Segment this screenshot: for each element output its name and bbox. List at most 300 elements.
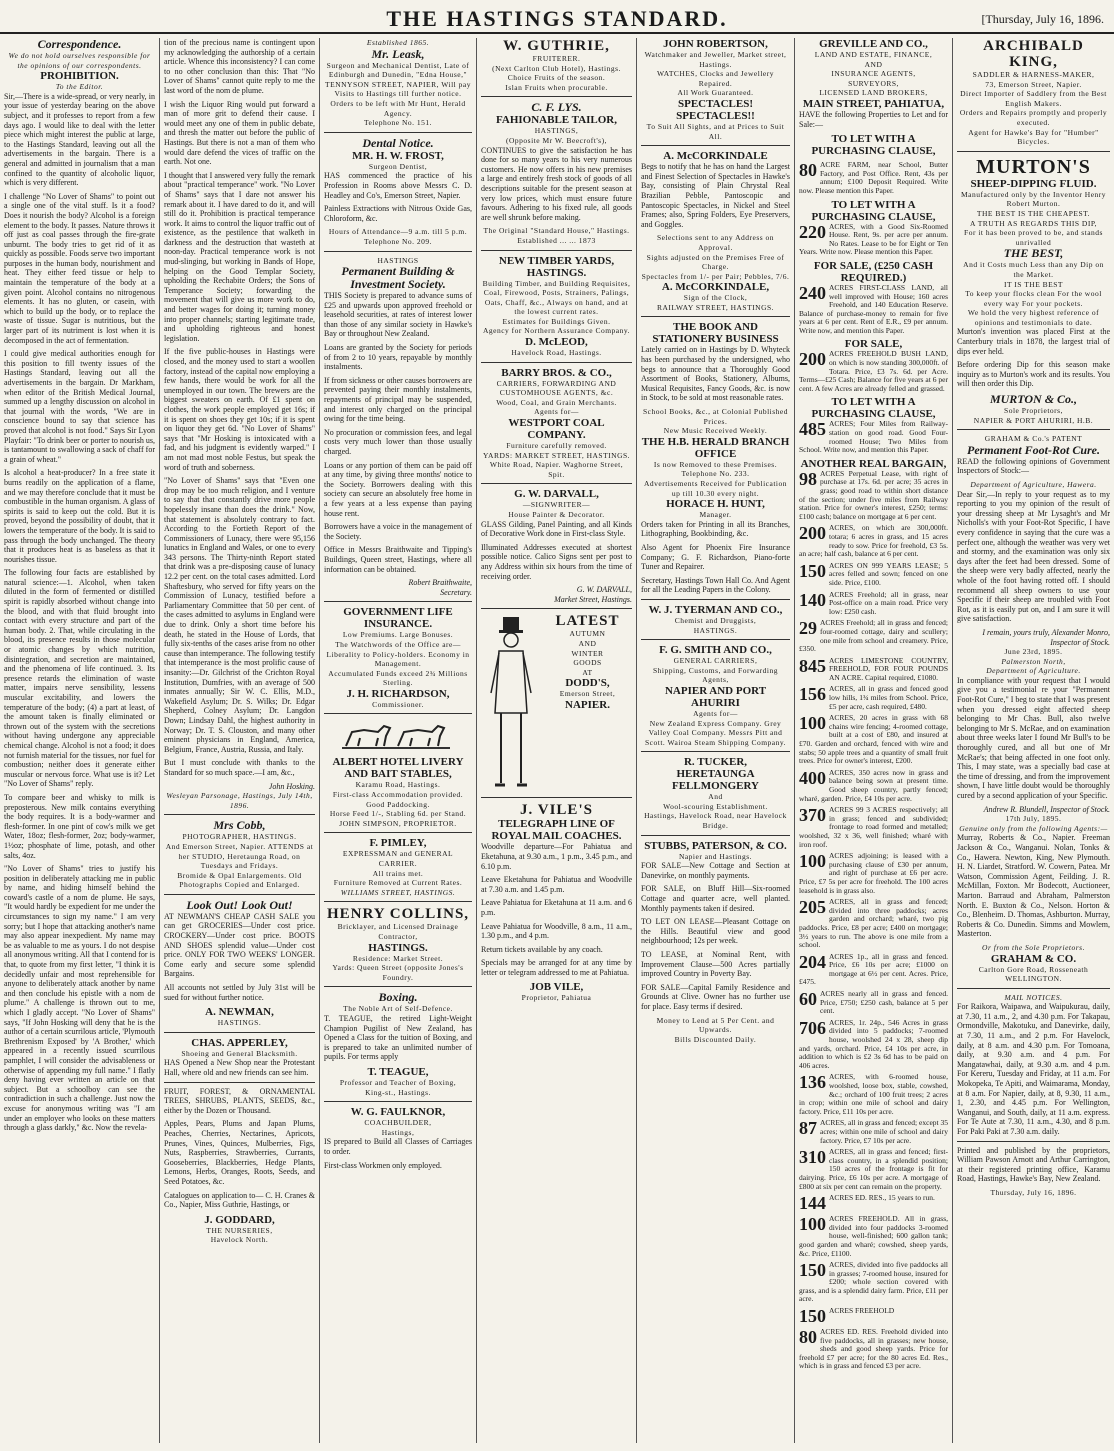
ad-section-heading: TO LET WITH A PURCHASING CLAUSE, — [811, 198, 936, 223]
ad-subheading: TELEGRAPH LINE OF ROYAL MAIL COACHES. — [491, 818, 622, 843]
ad-subheading: Surgeon Dentist, — [368, 161, 428, 171]
ad-building-society — [324, 256, 472, 598]
ad-body: To keep your flocks clean For the wool every way For your pockets. — [965, 289, 1102, 308]
ad-body: FOR SALE—Capital Family Residence and Grounds at Clive. Owner has no further use for place. Easy terms if desired. — [641, 982, 790, 1011]
ad-body: Department of Agriculture. — [986, 666, 1081, 676]
ad-place: Market Street, Hastings. — [554, 594, 632, 604]
ad-body: Loans are granted by the Society for periods of from 2 to 10 years, repayable by monthly instalments. — [324, 343, 472, 372]
ad-subheading: PHOTOGRAPHER, HASTINGS. — [182, 832, 297, 842]
divider — [481, 483, 632, 484]
ad-signature: HORACE H. HUNT, — [666, 498, 765, 511]
ad-signature-title: Sole Proprietors, — [1004, 406, 1063, 416]
column-7 — [953, 38, 1114, 1443]
ad-section-heading: FOR SALE, — [844, 338, 903, 351]
ad-body: Residence: Market Street. — [352, 953, 444, 963]
lot-description: ACRES, all in grass and fenced; divided into three paddocks; acres garden and orchard; wharé, two pig paddocks. Price, £8 per acre; £400 on mortgage; 3½ years to run. The above is one mile from a school. — [799, 898, 948, 950]
column-1-correspondence — [0, 38, 160, 1443]
ad-body: And Emerson Street, Napier. ATTENDS at her STUDIO, Heretaunga Road, on Tuesdays and Fridays. — [165, 841, 314, 871]
ad-stubbs-paterson — [641, 840, 790, 1045]
ad-newman — [164, 899, 315, 1028]
ad-vile-coaches — [481, 802, 632, 1003]
lot-description: ACRE FARM, near School, Butter Factory, and Post Office. Rent, 43s per annum; £100 Deposit Required. Write now. Please mention this Paper. — [799, 161, 948, 195]
ad-signature: A. McCORKINDALE, — [661, 281, 770, 294]
ad-body: Borrowers have a voice in the management of the Society. — [324, 522, 472, 541]
letter-paragraph: "No Lover of Shams" says that "Even one drop may be too much religion, and I venture to say that that constantly drive more people hopelessly insane than does the drink." Now, that statement is absolutely contrary to fact. According to the Fortieth Report of the Commissioners of Lunacy, there were 95,156 lunatics in England and Wales, or one to every 343 persons. The Thirty-ninth Report stated that drink was a pre-disposing cause of lunacy 12.2 per cent. on the total cases admitted. Lord Shaftesbury, who served for fifty years on the Commission of Lunacy, testified before a Parliamentary Committee that 50 per cent. of the cases admitted to asylums in England were due to drink. Only a short time before his death, he stated in the House of Lords, that fully six-tenths of the cases arise from no other cause than intemperance. The following testify that intemperance is the most prolific cause of insanity:—Dr. Gilchrist of the Crichton Royal Institution, Dumfries, with an average of 500 inmates annually; Sir W. C. Ellis, M.D., Wakefield Asylum; Dr. S. Wilks; Dr. Edgar Shepherd, Colney Asylum; Dr. Langdon Down; Lindsay Dahl, the highest authority in Norway; Dr. T. S. Clouston, and many other eminent physicians in England, America, Belgium, France, Austria, Russia, and Italy. — [164, 476, 315, 754]
ad-subheading: Professor and Teacher of Boxing, — [339, 1077, 457, 1087]
lot-acres: 80 — [799, 161, 817, 181]
lot-description: ACRES; Four Miles from Railway-station on good road. Good Four-roomed House; Two Miles from School. Write now, and mention this Paper. — [799, 420, 948, 455]
testimonial-signature: I remain, yours truly, Alexander Monro, Inspector of Stock. — [982, 627, 1110, 647]
lot-description: ACRES, all in grass and fenced; except 35 acres; within one mile of school and dairy factory. Price, £7 10s per acre. — [820, 1119, 948, 1145]
ad-body: No procuration or commission fees, and legal costs very much lower than those usually charged. — [324, 427, 472, 456]
ad-name: DODD'S, — [565, 677, 610, 690]
property-lot — [799, 1194, 948, 1212]
ad-address: Carlton Gore Road, Rosseneath — [978, 964, 1089, 974]
ad-guthrie — [481, 38, 632, 92]
divider — [164, 1032, 315, 1033]
property-lot — [799, 990, 948, 1016]
lot-description: ACRES ON 999 YEARS LEASE; 5 acres felled and sown; fenced on one side. Price, £100. — [829, 561, 948, 587]
lot-description: ACRES, all in grass and fenced; first-class country, in a splendid position; 150 acres of the frontage is fit for dairying. Price, £6 10s per acre. A mortgage of £800 at six per cent can remain on the property. — [799, 1148, 948, 1191]
letter-paragraph: The following four facts are established by natural science:—1. Alcohol, when taken diluted in the form of fermented or distilled spirit is rapidly absorbed without change into the blood, and with that fluid brought into contact with every structure and part of the human body. 2. That, while circulating in the blood, its presence results in those molecular or atomic changes by which nutrition, disintegration, and secretion are maintained, and the phenomena of life continued. 3. Its presence retards the elimination of waste matter, impairs nerve sensibility, lessens muscular excitability, and lowers the temperature of the body; (4) a part at least, of the amount taken is finally eliminated or thrown out of the system with the secretions without having undergone any appreciable chemical change. Alcohol is not a food; it does not furnish material for the tissues, nor fuel for combustion; neither does it generate either muscular or nervous force. What use is it? Let "No Lover of Shams" reply. — [4, 568, 155, 789]
testimonial-signature: Andrew R. Blundell, Inspector of Stock. — [983, 804, 1110, 814]
ad-body: FRUIT, FOREST, & ORNAMENTAL TREES, SHRUBS, PLANTS, SEEDS, &c., either by the Dozen or Thousand. — [164, 1086, 315, 1115]
testimonial-date: June 23rd, 1895. — [1004, 647, 1063, 657]
ad-name: MR. H. W. FROST, — [352, 149, 444, 162]
divider — [324, 832, 472, 833]
ad-pre-heading: GRAHAM & Co.'s PATENT — [984, 434, 1083, 444]
lot-description: ACRES, on which are 300,000ft. totara; 6 acres in grass, and 15 acres ready to sow. Price for freehold, £3 5s. an acre; half cash, balance at 6 per cent. — [799, 524, 948, 559]
divider — [324, 251, 472, 252]
lot-acres: 310 — [799, 1148, 826, 1168]
ad-subheading: FRUITERER. — [532, 54, 581, 63]
ad-heading: GREVILLE AND CO., — [819, 38, 928, 50]
ad-tucker — [641, 756, 790, 830]
lot-acres: 205 — [799, 898, 826, 918]
property-lot — [799, 685, 948, 711]
letter-paragraph: tion of the precious name is contingent upon my acknowledging the authorship of a certain article. Whence this inconsistency? I can come to no other conclusion than this: That "No Lover of Shams" cannot quite reply to me the last word of the nom de plume. — [164, 38, 315, 95]
property-lot — [799, 1261, 948, 1304]
column-6-greville-properties — [795, 38, 953, 1443]
ad-subheading: Sign of the Clock, — [683, 293, 748, 303]
ad-frost — [324, 137, 472, 247]
ad-signature: G. W. DARVALL, — [576, 585, 632, 595]
ad-subheading: Bricklayer, and Licensed Drainage Contractor, — [337, 922, 459, 941]
ad-subheading: Chemist and Druggists, — [674, 615, 757, 625]
ad-body: To Suit All Sights, and at Prices to Suit All. — [646, 121, 785, 141]
ad-place: RAILWAY STREET, HASTINGS. — [656, 302, 775, 312]
ad-body: Furniture carefully removed. — [506, 441, 607, 451]
ad-body: HAS commenced the practice of his Profession in Rooms above Messrs C. D. Headley and Co's, Emerson Street, Napier. — [324, 171, 472, 200]
ad-subheading: SADDLER & HARNESS-MAKER, — [972, 70, 1095, 79]
ad-heading: A. McCORKINDALE — [663, 150, 768, 163]
lot-description: ACRES FREEHOLD — [829, 1307, 895, 1316]
divider — [641, 599, 790, 600]
ad-body: Office in Messrs Braithwaite and Tipping's Buildings, Queen street, Hastings, where all information can be obtained. — [324, 545, 472, 574]
lot-acres: 220 — [799, 222, 826, 242]
ad-heading: LATEST — [555, 613, 620, 630]
lot-description: ACRES, with a Good Six-Roomed House. Rent, 9s. per acre per annum. No Rates. Lease to be for Eight or Ten Years. Write now. Please mention this Paper. — [799, 222, 948, 257]
ad-body: THIS Society is prepared to advance sums of £25 and upwards upon approved freehold or leasehold securities, at rates of interest lower than those of any similar society in Hawke's Bay or throughout New Zealand. — [324, 291, 472, 339]
imprint-date: Thursday, July 16, 1896. — [990, 1187, 1077, 1197]
letter-paragraph: I wish the Liquor Ring would put forward a man of more grit to defend their cause. I would meet any one of them in public debate, and thresh the matter out before the public of Hastings. But there is not a man of them who would dare defend the vices of traffic on the earth. Not one. — [164, 99, 315, 167]
lot-acres: 400 — [799, 768, 826, 788]
ad-body: (Next Carlton Club Hotel), Hastings. — [492, 63, 621, 73]
property-lot — [799, 1073, 948, 1116]
ad-body: We hold the very highest reference of opinions and testimonials to date. — [967, 308, 1100, 327]
ad-body: Islan Fruits when procurable. — [505, 82, 608, 92]
ad-archibald-king — [957, 38, 1110, 147]
lot-description: ACRES adjoining; is leased with a purchasing clause of £30 per annum, and right of purchase at £6 per acre. Price, £7 5s per acre for freehold. The 100 acres leasehold is in grass also. — [799, 852, 948, 895]
divider — [641, 639, 790, 640]
ad-body: Wool-scouring Establishment. — [663, 801, 768, 811]
ad-body: IT IS THE BEST — [1003, 279, 1064, 289]
lot-acres: 98 — [799, 469, 817, 489]
ad-body: Or from the Sole Proprietors. — [982, 942, 1085, 952]
ad-signature: A. NEWMAN, — [205, 1006, 274, 1019]
ad-subheading: —SIGNWRITER— — [522, 500, 591, 510]
property-lot — [799, 769, 948, 803]
ad-section-heading: ANOTHER REAL BARGAIN, — [800, 457, 947, 470]
divider — [641, 751, 790, 752]
ad-leask — [324, 38, 472, 128]
ad-greville-header — [799, 38, 948, 157]
lot-description: ACRES, 1r. 24p., 546 Acres in grass divided into 5 paddocks; 7-roomed house, woolshed 24 x 28, sheep dip and yards, orchard. Price, £4 10s per acre, in addition to which is £2 3s 6d has to be paid on 406 acres. — [799, 1018, 948, 1070]
ad-place: WELLINGTON. — [1005, 974, 1062, 984]
ad-heading: C. F. LYS. — [531, 100, 582, 115]
property-lot — [799, 619, 948, 653]
masthead — [0, 6, 1114, 34]
ad-body: Orders taken for Printing in all its Branches, Lithographing, Bookbinding, &c. — [641, 519, 790, 539]
divider — [164, 894, 315, 895]
ad-heading: Boxing. — [378, 990, 418, 1005]
ad-heading: J. VILE'S — [520, 802, 593, 819]
letter-subject: PROHIBITION. — [40, 70, 119, 83]
ad-body: Surgeon and Mechanical Dentist, Late of Edinburgh and Dunedin, "Edna House," TENNYSON STREET, NAPIER, Will pay Visits to Hastings till further notice. — [325, 60, 471, 99]
ad-heading: Mrs Cobb, — [213, 818, 266, 833]
ad-body: Yards: Queen Street (opposite Jones's Foundry. — [332, 963, 464, 982]
letter-paragraph: I could give medical authorities enough for this position to fill twenty issues of the Hastings Standard, leaving out all the advertisements in the bargain. Dr Markham, when editor of the British Medical Journal, summed up a lengthy discussion on alcohol in that journal with the words, "We are in conscience bound to say that science has proved that alcohol is not food." Says Sir Lyon Playfair: "To drink beer or porter to nourish us, is tantamount to swallowing a sack of chaff for a grain of wheat." — [4, 349, 155, 464]
ad-signature: J. H. RICHARDSON, — [346, 687, 450, 700]
property-lot — [799, 223, 948, 257]
ad-body: Shipping, Customs, and Forwarding Agents, — [652, 665, 779, 685]
ad-heading: ARCHIBALD KING, — [983, 38, 1084, 70]
ad-collins — [324, 906, 472, 982]
column-5 — [637, 38, 795, 1443]
testimonial-letter: Dear Sir,—In reply to your request as to my reporting to you my opinion of the result of your dressing sheep at Mr Lysaght's and Mr Nicholls's with your Foot-Rot Specific, I have every confidence in saying that the cure was a perfect one, although the weather was very wet and stormy, and the examination was only six days after the feet had been dressed. Some of the sheep were very badly affected, nearly the whole of the foot having rotted off. I should recommend all sheep owners to use your Specific if their sheep are troubled with Foot Rot, as it is easily put on, and I am sure it will give satisfaction. — [957, 489, 1110, 624]
ad-body: Painless Extractions with Nitrous Oxide Gas, Chloroform, &c. — [324, 204, 472, 223]
ad-body: Agency for Northern Assurance Company. — [482, 326, 631, 336]
lot-description: ACRES Freehold; all in grass and fenced; four-roomed cottage, dairy and scullery; one mile from school and creamery. Price, £350. — [799, 619, 948, 654]
ad-subheading: Karamu Road, Hastings. — [355, 780, 441, 790]
ad-body: IS prepared to Build all Classes of Carriages to order. — [324, 1137, 472, 1156]
ad-body: Leave Eketahuna for Pahiatua and Woodville at 7.30 a.m. and 1.45 p.m. — [481, 875, 632, 894]
ad-body: TO LEASE, at Nominal Rent, with Improvement Clause—500 Acres partially improved Country in Poverty Bay. — [641, 950, 790, 979]
ad-subheading: Shoeing and General Blacksmith. — [181, 1048, 298, 1058]
ad-place: NAPIER & PORT AHURIRI, H.B. — [973, 415, 1094, 425]
letter-paragraph: Sir,—There is a wide-spread, or very nearly, in your issue of yesterday bearing on the above subject, and it professes to report from a few days ago. I would like to deal with the letter piece which might interest the public at large, to the Hastings Standard, leaving out all the advertisements in the bargain. There is a general and admitted in journalism that a man confined to the quantity of alcoholic liquor, which is very different. — [4, 91, 155, 188]
ad-body: Building Timber, and Building Requisites, Coal, Firewood, Posts, Strainers, Palings, Oats, Chaff, &c., Always on hand, and at the lowest current rates. — [482, 278, 631, 317]
lot-acres: 200 — [799, 350, 826, 370]
ad-established: Established ... ... 1873 — [517, 235, 596, 245]
property-lot — [799, 562, 948, 588]
column-3 — [320, 38, 477, 1443]
ad-body: Loans or any portion of them can be paid off at any time, by giving three months' notice to the Society. Borrowers dealing with this society can secure an absolutely free home in a few years at a less expense than paying house rent. — [324, 460, 472, 518]
ad-body: Accumulated Funds exceed 2¾ Millions Sterling. — [328, 668, 468, 688]
ad-body: Begs to notify that he has on hand the Largest and Finest Selection of Spectacles in Hawke's Bay, consisting of Plain Chrystal Real Brazilian Pebble, Pantoscopic and Pantoscopic Spectacles, in Nickel and Steel Frames; also, Spring Folders, Eye Preservers, and Goggles. — [641, 162, 790, 229]
ad-place: NAPIER. — [565, 698, 610, 711]
ad-body: Genuine only from the following Agents:— — [959, 823, 1108, 833]
divider — [481, 797, 632, 798]
ad-signature: MURTON & Co., — [989, 392, 1078, 407]
ad-place: WILLIAMS STREET, HASTINGS. — [340, 887, 456, 897]
ad-body: First-class Workmen only employed. — [324, 1160, 442, 1170]
divider — [164, 1082, 315, 1083]
disclaimer: We do not hold ourselves responsible for the opinions of our correspondents. — [8, 51, 151, 70]
ad-heading: W. J. TYERMAN AND CO., — [648, 603, 783, 616]
ad-boxing — [324, 991, 472, 1097]
letter-paragraph: "No Lover of Shams" tries to justify his position in deliberately attacking me in public by name, and hiding himself behind the coward's castle of a nom de plume. He says, "It would hardly be expedient for me under the circumstances to sign my name." I am very sorry; but I hope that attacking another's name may also appear inexpedient. My name may be as valuable to me as yours. I do not despise all anonymous writing. All that I contend for is that, to quote from my first letter, "I think it is decidedly unfair and most reprehensible for anyone to deliberately attack another by name and then conclude his epistle with a nom de plume." A challenge is thrown out to me, which I gladly accept. "No Lover of Shams" says, "If John Hosking will deny that he is the author of a certain scurrilous article, 'Plymouth Brethrenism Exposed' by 'A Brother,' which appeared in a recently issued scurrilous pamphlet, I will consider the advisableness or otherwise of appending my full name." I flatly deny having ever written an article on that subject. But a schoolboy can see the contradiction in such a challenge. Just now the excuse for anonymous writing was "I am under an employer who looks on these matters through a glass darkly," &c. Now the revela- — [4, 864, 155, 1133]
ad-subheading: THE NURSERIES, — [206, 1225, 273, 1235]
imprint — [957, 1146, 1110, 1198]
ad-body: EXPRESSMAN and GENERAL CARRIER. — [342, 849, 454, 869]
ad-body: CARRIERS, FORWARDING AND CUSTOMHOUSE AGENTS, &c. — [496, 378, 617, 398]
column-2 — [160, 38, 320, 1443]
ad-albert-stables — [324, 756, 472, 828]
lot-acres: 87 — [799, 1119, 817, 1139]
ad-body: First-class Accommodation provided. Good Paddocking. — [332, 790, 464, 809]
ad-body: The Original "Standard House," Hastings. — [483, 226, 630, 236]
lot-acres: 150 — [799, 561, 826, 581]
ad-body: Woodville departure—For Pahiatua and Eketahuna, at 9.30 a.m., 1 p.m., 3.45 p.m., and 6.10 p.m. — [481, 842, 632, 871]
ad-body: Return tickets available by any coach. — [481, 944, 603, 954]
mail-body: For Raikora, Waipawa, and Waipukurau, daily, at 7.30, 11 a.m., 2, and 4.30 p.m. For Takapau, Ormondville, Makotuku, and Danevirke, daily, at 7.30, 11 a.m., and 2 p.m. For Havelock, daily, at 8 a.m. and 4.30 p.m. For Tomoana, daily, at 9.30 a.m. and 4 p.m. For Mangatawhai, daily, at 9.30 a.m. and 4 p.m. For Kereru, Tuesday and Friday, at 11 a.m. For Mokopeka, Te Apiti, and Waimarama, Monday, at 8 a.m. For Napier, daily, at 8, 9.30, 11 a.m., 1, 2.30, and 4.45 p.m. For Wellington, Wanganui, and South, daily, at 11 a.m. express. For Te Aute at 7.30, 11 a.m., 4.30, and 8 p.m. For Paki Paki at 7.30 a.m. daily. — [957, 1002, 1110, 1136]
divider — [324, 986, 472, 987]
ad-apperley — [164, 1037, 315, 1078]
ad-body: GOODS — [573, 658, 602, 668]
ad-signature: T. TEAGUE, — [367, 1065, 429, 1078]
lot-acres: 706 — [799, 1018, 826, 1038]
property-lot — [799, 470, 948, 522]
property-lot — [799, 1307, 948, 1325]
imprint-text: Printed and published by the proprietors, William Pawson Arnott and Arthur Carrington, at their registered printing office, Karamu Road, Hastings, Hawke's Bay, New Zealand. — [957, 1145, 1110, 1184]
ad-body: Agent for Hawke's Bay for "Humber" Bicycles. — [968, 127, 1099, 147]
property-lot — [799, 1148, 948, 1191]
lot-description: ACRES, all in grass and fenced good low hills, 1¾ miles from School. Price, £5 per acre, cash required, £480. — [829, 685, 948, 711]
divider — [324, 132, 472, 133]
letter-paragraph: If the five public-houses in Hastings were closed, and the money used to start a woollen factory, instead of the capital now employing a few hands, there would be work for all the unemployed in our town. The brewers are the biggest sweaters on earth. Of £1 spent on clothes, the work people employed get 16s; if it is spent on shoes they get 10s; if it is spent on liquor they get 6d. "No Lover of Shams" says that "Mr Hosking is intoxicated with a fad, and his judgment is evidently warped." I am not mad most noble Festus, but speak the word of truth and soberness. — [164, 347, 315, 472]
ad-subheading: SURVEYORS, — [848, 78, 899, 88]
lot-description: ACRES 1p., all in grass and fenced. Price, £6 10s per acre; £1000 on mortgage at 6½ per cent. Acres. Price, £475. — [799, 952, 948, 987]
ad-body: Furniture Removed at Current Rates. — [333, 878, 463, 888]
ad-place: HASTINGS. — [217, 1018, 262, 1028]
ad-body: Department of Agriculture, Hawera. — [970, 480, 1097, 489]
ad-body: Lately carried on in Hastings by D. Whyteck has been purchased by the undersigned, who begs to announce that a Thoroughly Good Assortment of Books, Stationery, Albums, Musical Requisites, Fancy Goods, &c. is now in Stock, to be sold at most reasonable rates. — [641, 345, 790, 403]
ad-tyerman — [641, 604, 790, 635]
ad-government-insurance — [324, 606, 472, 709]
ad-body: WATCHES, Clocks and Jewellery Repaired. — [657, 69, 774, 88]
ad-heading: HENRY COLLINS, — [326, 906, 470, 923]
ad-body: SPECTACLES! SPECTACLES!! — [676, 97, 755, 122]
ad-body: AT NEWMAN'S CHEAP CASH SALE you can get GROCERIES—Under cost price. CROCKERY—Under cost price. BOOTS AND SHOES splendid value—Under cost price. ONLY FOR TWO WEEKS' LONGER. Come early and secure some splendid Bargains. — [164, 911, 315, 979]
ad-body: Bills Discounted Daily. — [674, 1034, 757, 1044]
ad-heading: THE BOOK AND STATIONERY BUSINESS — [652, 321, 779, 346]
lot-acres: 100 — [799, 1215, 826, 1235]
divider — [481, 96, 632, 97]
ad-body: Before ordering Dip for this season make inquiry as to Murton's work and its results. You will then order this Dip. — [957, 360, 1110, 389]
property-lot — [799, 1119, 948, 1145]
divider — [641, 316, 790, 317]
ad-heading: Mr. Leask, — [371, 46, 425, 61]
property-lot — [799, 1215, 948, 1258]
ad-body: Sights adjusted on the Premises Free of Charge. — [646, 252, 785, 272]
ad-place: King-st., Hastings. — [365, 1087, 431, 1097]
lot-description: ACRES, 350 acres now in grass and balance being sown at present time. Good sheep country, partly fenced; wharé, garden. Price, £4 10s per acre. — [799, 768, 948, 803]
ad-body: Selections sent to any Address on Approval. — [656, 233, 775, 252]
lot-acres: 845 — [799, 656, 826, 676]
ad-heading: ALBERT HOTEL LIVERY AND BAIT STABLES, — [332, 756, 464, 781]
ad-body: CONTINUES to give the satisfaction he has done for so many years to his very numerous customers. He now offers in his new premises a large and entirely fresh stock of goods of all descriptions suitable for the present season at very low prices, which must ensure future favours. Adhering to his fixed rule, all goods are well shrunk before making. — [481, 145, 632, 222]
ad-section-heading: TO LET WITH A PURCHASING CLAUSE, — [811, 133, 936, 158]
ad-telephone: Telephone No. 209. — [363, 236, 433, 246]
issue-date: [Thursday, July 16, 1896. — [981, 12, 1104, 26]
signature-place: Wesleyan Parsonage, Hastings, July 14th, 1896. — [166, 791, 313, 810]
ad-murtons-dip — [957, 156, 1110, 425]
ad-body: Direct Importer of Saddlery from the Best English Makers. — [960, 89, 1107, 108]
ad-heading: CHAS. APPERLEY, — [191, 1036, 288, 1049]
ad-body: TO LET ON LEASE—Pleasant Cottage on the Hills. Beautiful view and good neighbourhood; 12s per week. — [641, 917, 790, 946]
ad-smith — [641, 644, 790, 747]
ad-body: All trains met. — [372, 868, 424, 878]
salutation: To the Editor. — [55, 82, 104, 92]
lot-description: ACRES LIMESTONE COUNTRY, FREEHOLD, FOR FOUR POUNDS AN ACRE. Capital required, £1080. — [829, 656, 948, 682]
ad-body: THE BEST IS THE CHEAPEST. — [976, 208, 1091, 218]
ad-heading: Permanent Building & Investment Society. — [341, 264, 455, 292]
lot-acres: 150 — [799, 1307, 826, 1326]
ad-section-heading: TO LET WITH A PURCHASING CLAUSE, — [811, 396, 936, 421]
ad-body: Also Agent for Phoenix Fire Insurance Company; G. F. Richardson, Piano-forte Tuner and Repairer. — [641, 542, 790, 572]
ad-heading: GOVERNMENT LIFE INSURANCE. — [343, 606, 453, 631]
ad-body: Wood, Coal, and Grain Merchants. — [496, 397, 617, 407]
ad-heading: F. G. SMITH AND CO., — [659, 644, 772, 657]
lot-description: ACRES ED. RES. Freehold divided into five paddocks, all in grasses; new house, sheds and good sheep yards. Price for freehold £7 per acre; for the 80 acres Ed. Res., which is in grass and fenced £3 per acre. — [799, 1328, 948, 1371]
lot-acres: 60 — [799, 990, 817, 1010]
letter-paragraph: To compare beer and whisky to milk is preposterous. New milk contains everything the body requires. It is a body-warmer and flesh-former. In one pint of cow's milk we get Water, 18oz; flesh-former, 2oz; body-warmer, 1½oz; phosphate of lime, potash, and other salts, 4oz. — [4, 792, 155, 860]
divider — [324, 1101, 472, 1102]
ad-body: And it Costs much Less than any Dip on the Market. — [963, 260, 1104, 279]
ad-body: The Watchwords of the Office are— Liberality to Policy-holders. Economy in Management. — [326, 639, 470, 669]
ad-graham-footrot — [957, 434, 1110, 983]
ad-subheading: GENERAL CARRIERS, — [673, 656, 758, 666]
mail-heading: MAIL NOTICES. — [1004, 992, 1063, 1002]
horses-illustration — [338, 718, 458, 752]
lot-acres: 156 — [799, 685, 826, 705]
ad-place: NAPIER AND PORT AHURIRI — [664, 684, 767, 709]
lot-acres: 200 — [799, 524, 826, 544]
letter-paragraph: I thought that I answered very fully the remark about "practical temperance" work. "No Lover of Shams" says that I dare not answer his remark about it. I have dared to do it, and will still do it. Prohibition is practical temperance work. It aims to control the liquor traffic out of existence, as the pestilence that walketh in darkness and the destruction that wasteth at noon-day. Practical temperance work is not mud-slinging, but working in Bands of Hope, helping on the Good Templar Society, upholding the Rechabite Orders; the Sons of Temperance Society; forwarding the movement that will give us more work to do, and better wages for doing it; turning money into proper channels; starting legitimate trade, and upholding righteous and honest legislation. — [164, 170, 315, 343]
ad-body: And — [708, 792, 723, 802]
ad-heading: R. TUCKER, — [683, 756, 748, 769]
lot-description: ACRES FREEHOLD. All in grass, divided into four paddocks 3-roomed house, well-finished; 600 gallon tank; good garden and wharé; cowshed, sheep yards, &c. Price, £1100. — [799, 1215, 948, 1258]
ad-body: Horse Feed 1/-, Stabling 6d. per Stand. — [329, 809, 467, 819]
ad-body: Specials may be arranged for at any time by letter or telegram addressed to me at Pahiatua. — [481, 958, 632, 977]
divider — [957, 151, 1110, 152]
newspaper-title: THE HASTINGS STANDARD. — [386, 6, 728, 31]
ad-darvall — [481, 488, 632, 604]
letter-paragraph: But I must conclude with thanks to the Standard for so much space.—I am, &c., — [164, 758, 315, 777]
letter-paragraph: Is alcohol a heat-producer? In a free state it burns readily on the application of a flame, and we may therefore conclude that it must be combustible in the human organism. A glass of spirits is said to keep out the cold. But it is proved, beyond the possibility of doubt, that it lowers the temperature of the body. It is said to pass through the body unchanged. The theory that it produces heat is as baseless as that it nourishes tissue. — [4, 468, 155, 564]
ad-mccorkindale — [641, 150, 790, 312]
ad-body: Apples, Pears, Plums and Japan Plums, Peaches, Cherries, Nectarines, Apricots, Prunes, Vines, Quinces, Mulberries, Figs, Nuts, Raspberries, Strawberries, Currants, Gooseberries, Blackberries, Hedge Plants, Lemons, Herbs, Oranges, Roots, Seeds, and Seed Potatoes, &c. — [164, 1119, 315, 1186]
divider — [641, 145, 790, 146]
ad-heading: THE H.B. HERALD BRANCH OFFICE — [641, 435, 790, 460]
ad-signature-title: Secretary. — [440, 587, 472, 597]
lot-acres: 370 — [799, 806, 826, 826]
letter-signature: John Hosking. — [268, 781, 315, 791]
ad-place: HASTINGS. — [693, 625, 738, 635]
divider — [324, 713, 472, 714]
ad-subheading: The Noble Art of Self-Defence. — [343, 1004, 453, 1014]
lot-acres: 100 — [799, 852, 826, 872]
ad-mrs-cobb — [164, 819, 315, 890]
ad-signature: JOB VILE, — [529, 981, 584, 994]
divider — [324, 901, 472, 902]
ad-dodds — [481, 613, 632, 793]
ad-body: Choice Fruits of the season. — [507, 73, 606, 83]
ad-subheading: Low Premiums. Large Bonuses. — [342, 630, 454, 640]
ad-heading: Look Out! Look Out! — [186, 897, 293, 912]
ad-body: Murton's invention was placed First at the Canterbury trials in 1878, the largest trial of dips ever held. — [957, 327, 1110, 356]
ad-body: Palmerston North, — [1001, 656, 1066, 666]
lot-description: ACRES, 20 acres in grass with 68 chains wire fencing; 4-roomed cottage, built at a cost of £80, and insured at £70. Garden and orchard, fenced with wire and stabs; 50 apple trees and a quantity of small fruit trees. Price for owner's interest, £200. — [799, 714, 948, 766]
ad-established: Established 1865. — [366, 38, 430, 47]
lot-description: ACRES 99 3 ACRES respectively; all in grass; fenced and subdivided; frontage to road formed and metalled; woolshed, 32 x 36, well finished; wharé with iron roof. — [799, 806, 948, 849]
ad-place: Hastings, — [381, 1127, 415, 1137]
lot-acres: 100 — [799, 714, 826, 734]
ad-body: School Books, &c., at Colonial Published Prices. — [643, 407, 788, 426]
ad-body: Leave Pahiatua for Woodville, 8 a.m., 11 a.m., 1.30 p.m., and 4 p.m. — [481, 921, 632, 941]
lot-acres: 485 — [799, 420, 826, 440]
lot-description: ACRES Perpetual Lease, with right of purchase at 17s. 6d. per acre; 35 acres in grass; good road to within short distance of the section; under five miles from Railway station. Price for owner's interest, £250; terms: £100 cash; balance on mortgage at 6 per cent. — [799, 469, 948, 521]
ad-subheading: Watchmaker and Jeweller, Market street, Hastings. — [644, 50, 787, 69]
ad-heading: Permanent Foot-Rot Cure. — [966, 442, 1100, 457]
lot-description: ACRES FREEHOLD BUSH LAND, on which is now standing 300,000ft. of Totara. Price, £3 7s. 6d. per Acre. Terms—£25 Cash; Balance for five years at 6 per cent. A few Acres are already felled and grassed. — [799, 350, 948, 393]
divider — [481, 608, 632, 609]
divider — [481, 250, 632, 251]
property-lot — [799, 350, 948, 393]
ad-body: New Music Received Weekly. — [663, 426, 768, 436]
ad-heading: JOHN ROBERTSON, — [663, 38, 768, 50]
ad-hours: Hours of Attendance—9 a.m. till 5 p.m. — [328, 227, 468, 237]
ad-signature: D. McLEOD, — [525, 336, 588, 349]
gentleman-illustration — [481, 613, 541, 793]
ad-telephone: Telephone No. 151. — [363, 118, 433, 128]
ad-subheading: FAHIONABLE TAILOR, — [495, 114, 618, 127]
ad-street: Emerson Street, — [559, 689, 616, 699]
ad-timber-yards — [481, 255, 632, 358]
lot-description: ACRES ED. RES., 15 years to run. — [829, 1194, 935, 1203]
ad-body: Agents for— — [693, 708, 738, 718]
property-lot — [799, 284, 948, 336]
ad-body: All accounts not settled by July 31st will be sued for without further notice. — [164, 983, 315, 1002]
ad-body: All Work Guaranteed. — [677, 88, 754, 98]
ad-subheading: LAND AND ESTATE, FINANCE, — [814, 50, 933, 59]
ad-body: Advertisements Received for Publication up till 10.30 every night. — [643, 479, 787, 498]
ad-body: (Opposite Mr W. Beecroft's), — [506, 135, 607, 145]
ad-robertson — [641, 38, 790, 141]
lot-acres: 204 — [799, 952, 826, 972]
ad-subheading: AND — [864, 59, 883, 69]
